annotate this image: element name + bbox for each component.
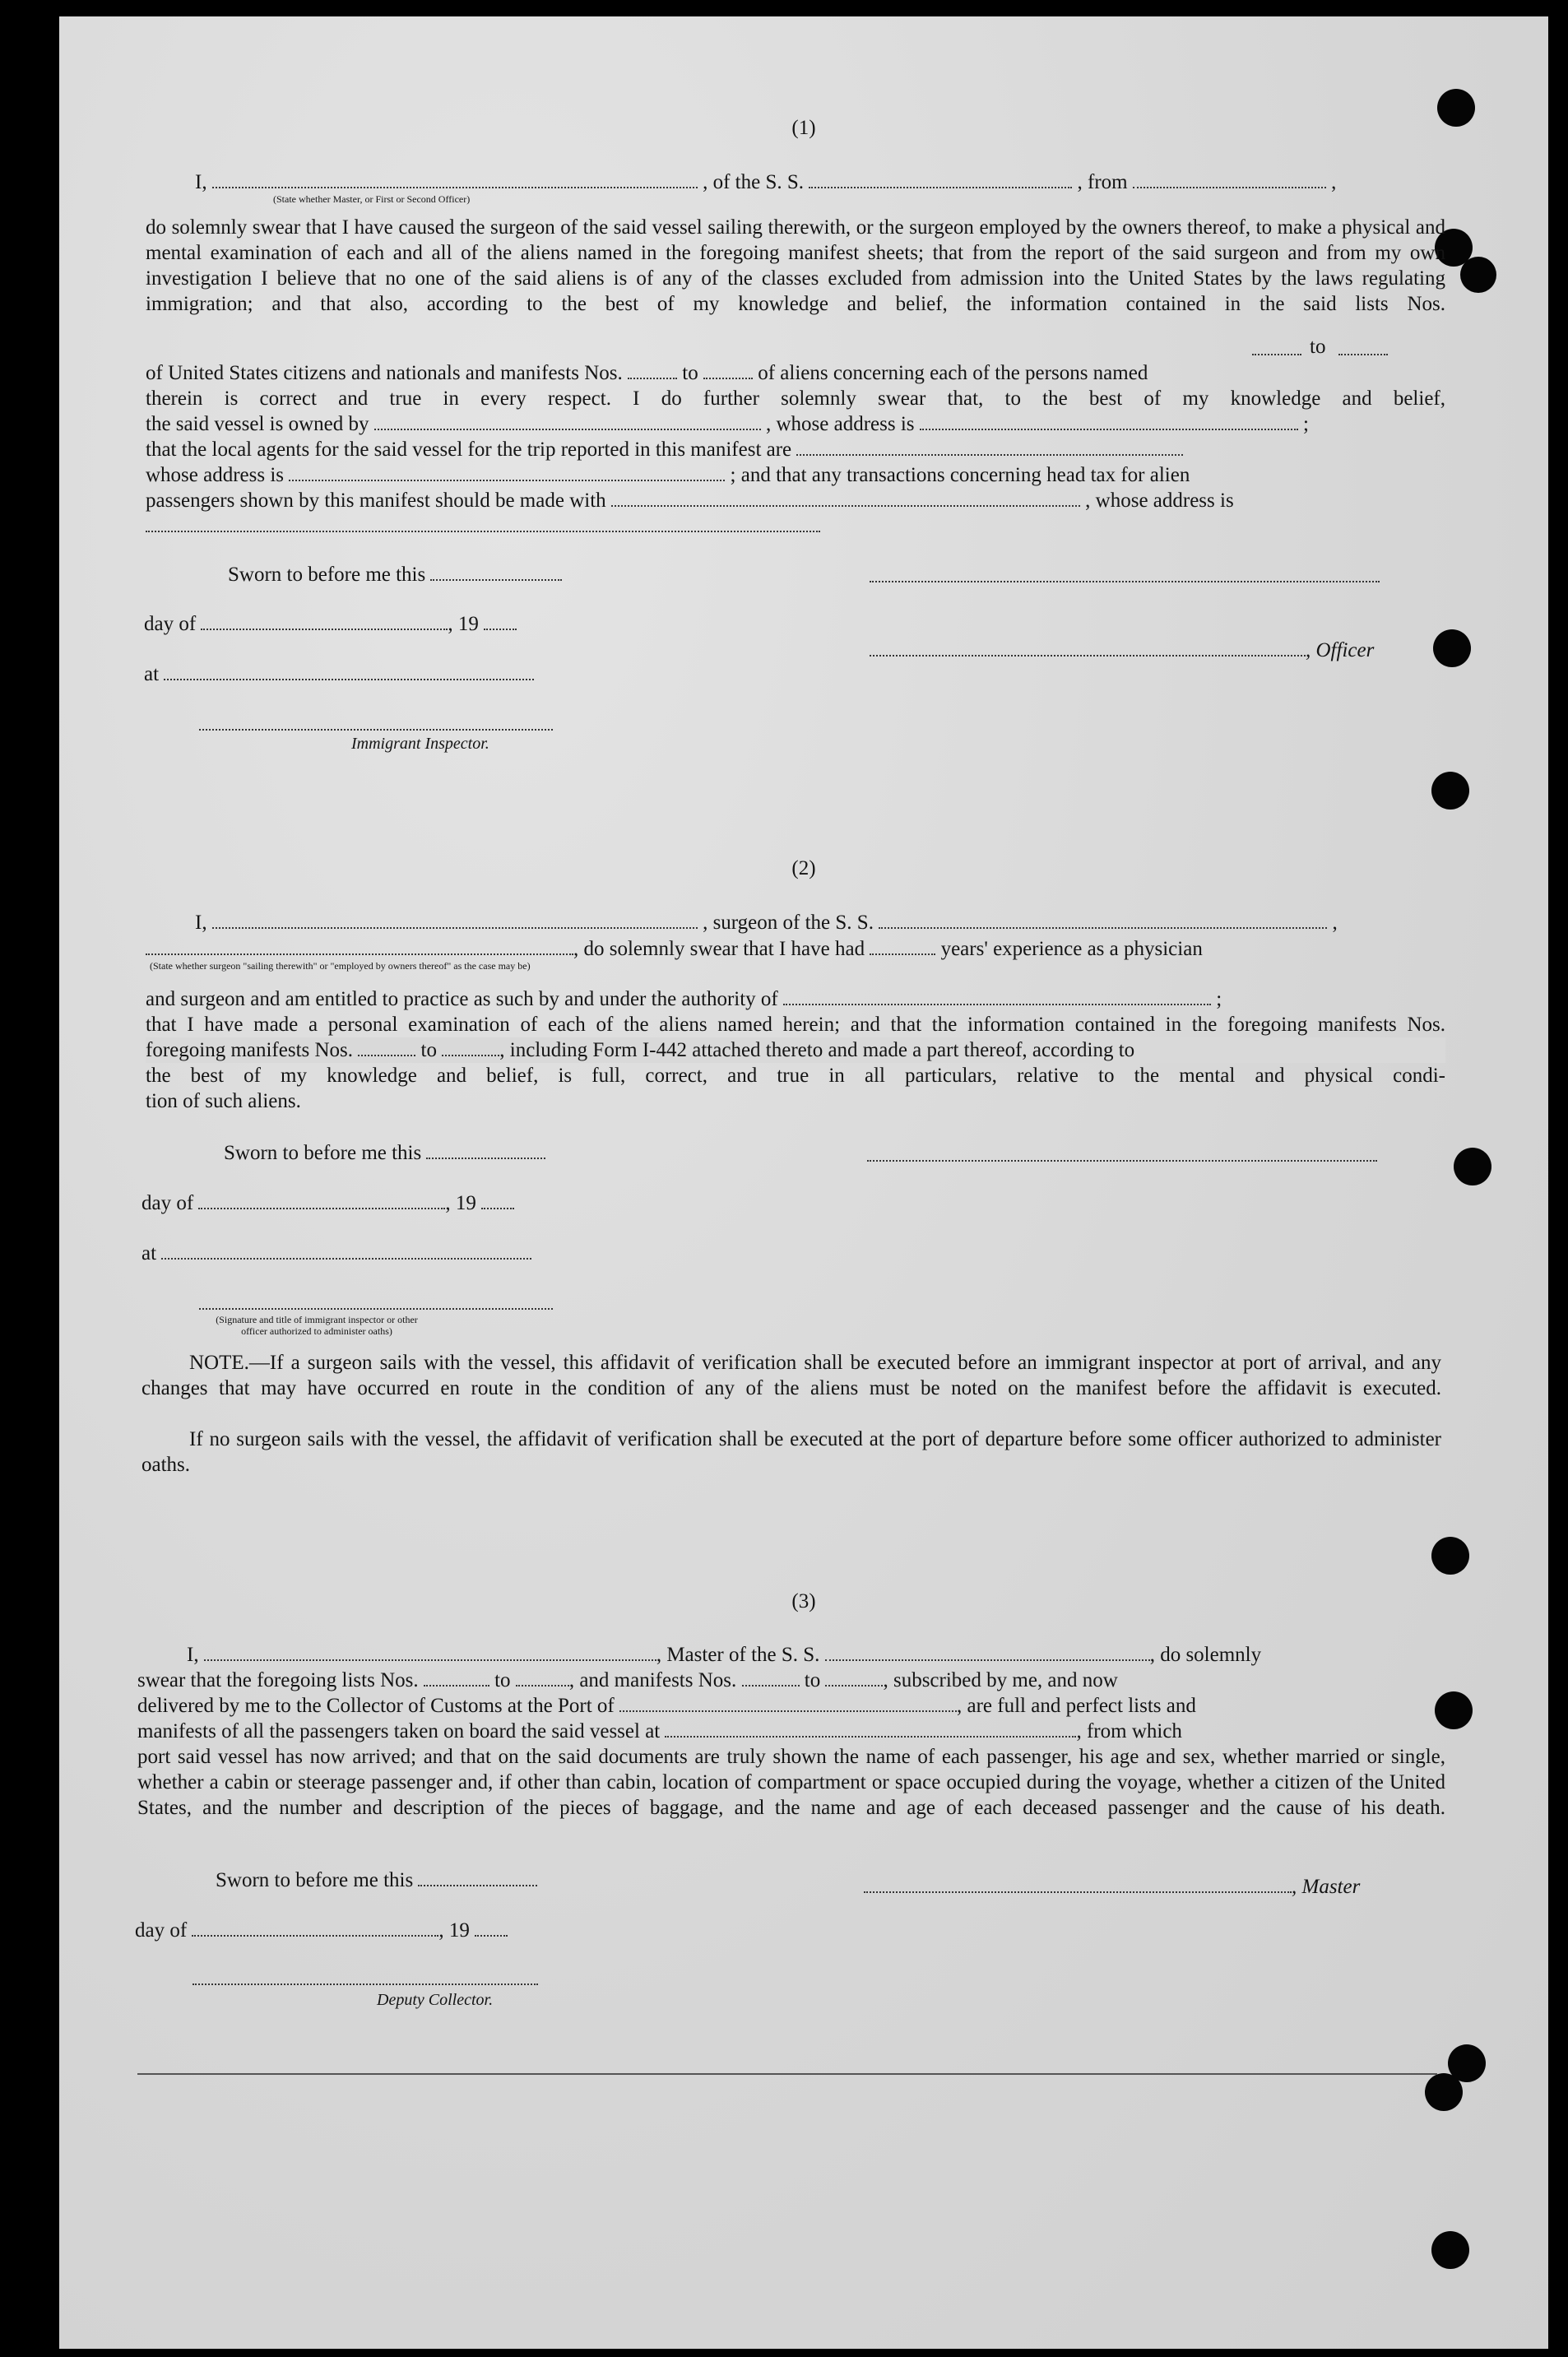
master-name-field	[204, 1645, 656, 1661]
binder-hole	[1454, 1148, 1491, 1185]
at-line-2	[141, 1241, 531, 1266]
section-1-manifest-line	[146, 360, 1445, 386]
year-field	[481, 1193, 514, 1209]
vessel-name-field	[879, 912, 1327, 929]
owner-address-field	[920, 414, 1298, 430]
sworn-date-field	[426, 1143, 545, 1159]
delivered-line	[137, 1693, 1445, 1719]
master-label: , Master	[1292, 1876, 1361, 1898]
manifest-from-field	[358, 1040, 415, 1056]
whose-address-label: , whose address is	[1085, 489, 1234, 512]
officer-label: , Officer	[1306, 639, 1375, 661]
month-field	[201, 614, 448, 630]
i-label: I,	[187, 1644, 199, 1666]
sworn-date-field	[418, 1870, 537, 1886]
vessel-name-field	[809, 172, 1072, 188]
section-2-examination-text: that I have made a personal examination of each of the aliens named herein; and that the information contained in the foregoing manifests Nos.	[146, 1014, 1445, 1036]
to-label: to	[494, 1669, 511, 1691]
owner-field	[374, 414, 761, 430]
practice-text: and surgeon and am entitled to practice as such by and under the authority of	[146, 988, 778, 1010]
section-2-belief-text: the best of my knowledge and belief, is full, correct, and true in all particulars, relative to the mental and physical condi-	[146, 1065, 1445, 1087]
i-label: I,	[195, 912, 207, 934]
day-of-label: day of	[144, 613, 197, 635]
day-of-line-3	[135, 1918, 508, 1943]
from-port-field	[1133, 172, 1326, 188]
agents-address-field	[289, 465, 725, 481]
day-of-line-1	[144, 611, 517, 637]
sworn-label: Sworn to before me this	[216, 1869, 414, 1891]
year-prefix: , 19	[445, 1192, 476, 1214]
years-text: years' experience as a physician	[940, 938, 1203, 960]
year-field	[484, 614, 517, 630]
master-of-label: , Master of the S. S.	[656, 1644, 820, 1666]
years-field	[870, 939, 935, 955]
surgeon-name-field	[212, 912, 698, 929]
master-signature-line	[864, 1874, 1440, 1900]
owned-by-label: the said vessel is owned by	[146, 413, 369, 435]
comma: ,	[1332, 912, 1338, 934]
binder-hole	[1431, 772, 1469, 810]
delivered-text: delivered by me to the Collector of Customs at the Port of	[137, 1695, 615, 1717]
manifest-label: of United States citizens and nationals and manifests Nos.	[146, 362, 623, 384]
month-field	[192, 1920, 438, 1937]
comma: ,	[1331, 171, 1337, 193]
passengers-line	[146, 488, 1445, 513]
head-tax-text: ; and that any transactions concerning head tax for alien	[730, 464, 1190, 486]
practice-line	[146, 986, 1445, 1012]
sworn-date-field	[430, 564, 562, 581]
semicolon: ;	[1216, 988, 1222, 1010]
manifests-to-field	[825, 1670, 883, 1687]
swear-text: swear that the foregoing lists Nos.	[137, 1669, 419, 1691]
whose-address-label: whose address is	[146, 464, 285, 486]
surgeon-status-field	[146, 939, 573, 955]
at-label: at	[144, 663, 160, 685]
and-manifests-text: , and manifests Nos.	[568, 1669, 737, 1691]
section-1-opening-line	[195, 169, 1445, 195]
binder-hole	[1431, 2231, 1469, 2269]
departure-port-field	[665, 1721, 1076, 1738]
section-2-opening-line	[195, 910, 1445, 935]
agents-label: that the local agents for the said vessel for the trip reported in this manifest are	[146, 438, 792, 461]
manifests-text: manifests of all the passengers taken on board the said vessel at	[137, 1720, 661, 1742]
section-1-further-oath: therein is correct and true in every respect. I do further solemnly swear that, to the best of my knowledge and belief,	[146, 387, 1445, 410]
section-2-aliens-end: tion of such aliens.	[146, 1090, 301, 1112]
officer-signature-field	[870, 640, 1306, 657]
note-paragraph-2: If no surgeon sails with the vessel, the affidavit of verification shall be executed at the port of departure before some officer authorized to administer oaths.	[141, 1428, 1441, 1476]
place-field	[164, 664, 534, 680]
sworn-label: Sworn to before me this	[224, 1142, 422, 1164]
sworn-line-2	[224, 1140, 545, 1166]
lists-to-field	[1338, 339, 1388, 355]
document-page	[59, 16, 1548, 2349]
to-label: to	[420, 1039, 437, 1061]
master-signature-field	[864, 1877, 1292, 1893]
i-label: I,	[195, 171, 207, 193]
do-solemnly-text: , do solemnly	[1149, 1644, 1262, 1666]
binder-hole	[1431, 1537, 1469, 1575]
sworn-line-1	[228, 562, 562, 587]
owner-line	[146, 411, 1445, 437]
officer-title-note: (State whether Master, or First or Second Officer)	[273, 193, 471, 205]
lists-to-field	[516, 1670, 569, 1687]
head-tax-contact-field	[611, 490, 1080, 507]
note-paragraph-1: NOTE.—If a surgeon sails with the vessel, this affidavit of verification shall be executed before an immigrant inspector at port of arrival, and any changes that may have occurred en route in the condition of any of the aliens must be noted on the manifest before the affidavit is executed.	[141, 1352, 1441, 1399]
vessel-name-field	[825, 1645, 1150, 1661]
officer-line	[870, 638, 1380, 663]
from-which-text: , from which	[1076, 1720, 1182, 1742]
lists-from-field	[1252, 339, 1301, 355]
surgeon-of-label: , surgeon of the S. S.	[703, 912, 874, 934]
day-of-label: day of	[141, 1192, 194, 1214]
section-1-oath-text: do solemnly swear that I have caused the surgeon of the said vessel sailing therewith, or the surgeon employed by the owners thereof, to make a physical and mental examination of each and all of the aliens named in the foregoing manifest sheets; that from the report of the said surgeon and from my own investigation I believe that no one of the said aliens is of any of the classes excluded from admission into the United States by the laws regulating immigration; and that also, according to the best of my knowledge and belief, the information contained in the said lists Nos.	[146, 216, 1445, 315]
agents-line	[146, 437, 1445, 462]
address-continuation-line	[146, 531, 820, 532]
officer-signature-line-top	[870, 581, 1380, 582]
section-3-documents-text: port said vessel has now arrived; and that on the said documents are truly shown the name of each passenger, his age and sex, whether married or single, whether a cabin or steerage passenger and, if other than cabin, location of compartment or space occupied during the voyage, whether a citizen of the United States, and the number and description of the pieces of baggage, and the name and age of each deceased passenger and the cause of his death.	[137, 1746, 1445, 1819]
to-label: to	[1310, 336, 1326, 358]
semicolon: ;	[1303, 413, 1309, 435]
manifest-to-field	[442, 1040, 499, 1056]
section-3-number: (3)	[791, 1590, 816, 1612]
at-line-1	[144, 661, 534, 687]
section-3-opening-line	[187, 1642, 1445, 1668]
sworn-label: Sworn to before me this	[228, 564, 426, 586]
solemnly-text: , do solemnly swear that I have had	[573, 938, 865, 960]
sworn-line-3	[216, 1868, 537, 1893]
binder-hole	[1425, 2073, 1463, 2111]
surgeon-status-note: (State whether surgeon "sailing therewith" or "employed by owners thereof" as the case may be)	[150, 960, 531, 972]
year-prefix: , 19	[438, 1919, 470, 1942]
foregoing-manifests-line: foregoing manifests Nos. to , including Form I-442 attached thereto and made a part thereof, according to	[146, 1037, 1445, 1063]
subscribed-text: , subscribed by me, and now	[883, 1669, 1118, 1691]
year-field	[475, 1920, 508, 1937]
inspector-signature-line	[199, 1308, 553, 1310]
binder-hole	[1460, 257, 1496, 293]
manifests-line	[137, 1719, 1445, 1744]
year-prefix: , 19	[448, 613, 479, 635]
day-of-line-2	[141, 1190, 514, 1216]
binder-hole	[1433, 629, 1471, 667]
month-field	[198, 1193, 445, 1209]
immigrant-inspector-label: Immigrant Inspector.	[351, 735, 489, 753]
full-text: , are full and perfect lists and	[957, 1695, 1196, 1717]
passengers-label: passengers shown by this manifest should be made with	[146, 489, 606, 512]
day-of-label: day of	[135, 1919, 188, 1942]
section-1-number: (1)	[791, 117, 816, 139]
manifest-to-field	[703, 363, 753, 379]
to-label: to	[682, 362, 698, 384]
manifests-from-field	[742, 1670, 800, 1687]
agents-field	[796, 439, 1183, 456]
lists-line	[137, 1668, 1445, 1693]
authority-field	[783, 989, 1211, 1005]
surgeon-signature-line	[867, 1160, 1377, 1162]
place-field	[161, 1243, 531, 1260]
whose-address-label: , whose address is	[765, 413, 915, 435]
port-field	[619, 1696, 957, 1712]
deputy-collector-label: Deputy Collector.	[377, 1991, 494, 2009]
from-label: , from	[1077, 171, 1128, 193]
bottom-rule	[137, 2073, 1437, 2075]
agents-address-line	[146, 462, 1445, 488]
signature-title-note: (Signature and title of immigrant inspector or other officer authorized to administer oaths)	[216, 1314, 418, 1337]
of-ss-label: , of the S. S.	[703, 171, 805, 193]
aliens-text: of aliens concerning each of the persons named	[758, 362, 1148, 384]
collector-signature-line	[193, 1983, 538, 1985]
form-text: , including Form I-442 attached thereto and made a part thereof, according to	[499, 1039, 1135, 1061]
to-label: to	[804, 1669, 821, 1691]
experience-line	[146, 936, 1445, 962]
lists-from-field	[424, 1670, 489, 1687]
officer-title-field	[212, 172, 698, 188]
at-label: at	[141, 1242, 157, 1264]
inspector-signature-line	[199, 729, 553, 731]
section-2-number: (2)	[791, 857, 816, 879]
manifest-from-field	[628, 363, 677, 379]
